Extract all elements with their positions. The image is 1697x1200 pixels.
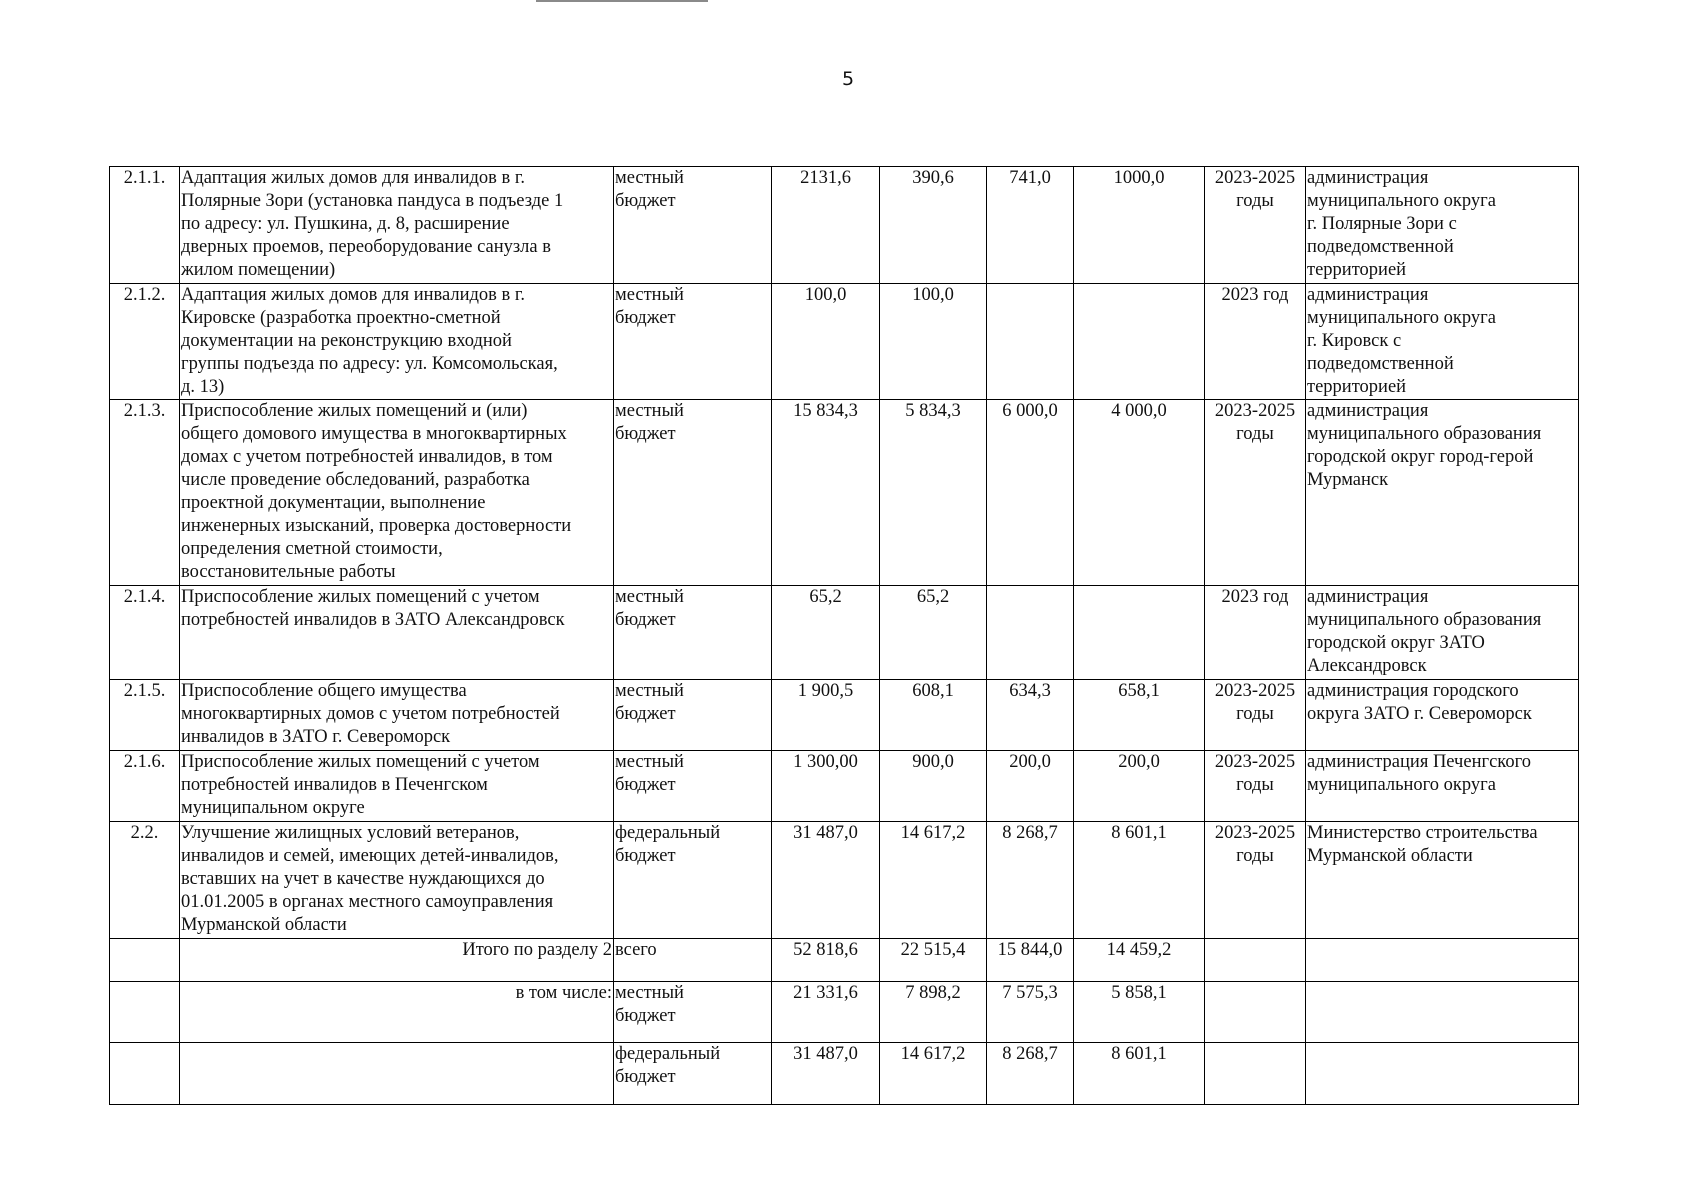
total-value: 1 300,00 <box>772 751 880 822</box>
value-2023: 608,1 <box>880 680 987 751</box>
total-label: в том числе: <box>180 982 614 1043</box>
executor: администрация муниципального образования городской округ город-герой Мурманск <box>1307 401 1542 490</box>
table-row <box>110 822 1579 939</box>
executor: администрация муниципального образования городской округ ЗАТО Александровск <box>1307 587 1542 676</box>
value-2024: 200,0 <box>987 751 1074 822</box>
value-2024: 6 000,0 <box>987 400 1074 586</box>
page-number: 5 <box>841 68 855 90</box>
value-2025: 4 000,0 <box>1074 400 1205 586</box>
value-2024 <box>987 284 1074 400</box>
total-value: 65,2 <box>772 586 880 680</box>
value-2025: 200,0 <box>1074 751 1205 822</box>
value-2025: 5 858,1 <box>1074 982 1205 1043</box>
funding-source: местный бюджет <box>615 168 684 211</box>
funding-source: федеральный бюджет <box>615 1044 721 1087</box>
value-2023: 100,0 <box>880 284 987 400</box>
value-2024: 8 268,7 <box>987 822 1074 939</box>
value-2023: 14 617,2 <box>880 1043 987 1105</box>
value-2025: 658,1 <box>1074 680 1205 751</box>
period: 2023 год <box>1221 587 1289 607</box>
period: 2023-2025 годы <box>1214 168 1296 211</box>
funding-source: местный бюджет <box>615 587 684 630</box>
row-number: 2.1.1. <box>110 167 180 284</box>
value-2024: 8 268,7 <box>987 1043 1074 1105</box>
total-label <box>180 1043 614 1105</box>
funding-source: местный бюджет <box>615 401 684 444</box>
total-value: 31 487,0 <box>772 822 880 939</box>
funding-source: местный бюджет <box>615 752 684 795</box>
table-row <box>110 680 1579 751</box>
total-value: 31 487,0 <box>772 1043 880 1105</box>
table-row <box>110 400 1579 586</box>
value-2023: 390,6 <box>880 167 987 284</box>
executor: администрация городского округа ЗАТО г. Североморск <box>1307 681 1532 724</box>
value-2023: 900,0 <box>880 751 987 822</box>
funding-source: местный бюджет <box>615 681 684 724</box>
period: 2023-2025 годы <box>1214 401 1296 444</box>
total-row <box>110 1043 1579 1105</box>
measure-name: Адаптация жилых домов для инвалидов в г. Полярные Зори (установка пандуса в подъезде 1 по адресу: ул. Пушкина, д. 8, расширение дверных проемов, переоборудование санузла в жилом помещении) <box>181 168 564 280</box>
period: 2023 год <box>1221 285 1289 305</box>
total-value: 15 834,3 <box>772 400 880 586</box>
period: 2023-2025 годы <box>1214 752 1296 795</box>
total-value: 1 900,5 <box>772 680 880 751</box>
value-2024: 741,0 <box>987 167 1074 284</box>
executor: администрация муниципального округа г. Полярные Зори с подведомственной территорией <box>1307 168 1496 280</box>
value-2023: 22 515,4 <box>880 939 987 982</box>
total-value: 2131,6 <box>772 167 880 284</box>
table-row <box>110 751 1579 822</box>
value-2023: 5 834,3 <box>880 400 987 586</box>
value-2025: 8 601,1 <box>1074 822 1205 939</box>
value-2024 <box>987 586 1074 680</box>
value-2025: 1000,0 <box>1074 167 1205 284</box>
value-2023: 65,2 <box>880 586 987 680</box>
total-label: Итого по разделу 2 <box>180 939 614 982</box>
period: 2023-2025 годы <box>1214 823 1296 866</box>
table-row <box>110 586 1579 680</box>
row-number: 2.1.3. <box>110 400 180 586</box>
value-2025: 14 459,2 <box>1074 939 1205 982</box>
value-2024: 7 575,3 <box>987 982 1074 1043</box>
total-row <box>110 982 1579 1043</box>
period: 2023-2025 годы <box>1214 681 1296 724</box>
measure-name: Улучшение жилищных условий ветеранов, инвалидов и семей, имеющих детей-инвалидов, вставших на учет в качестве нуждающихся до 01.01.2005 в органах местного самоуправления Мурманской области <box>181 823 559 935</box>
value-2024: 15 844,0 <box>987 939 1074 982</box>
funding-source: местный бюджет <box>615 983 684 1026</box>
table-row <box>110 284 1579 400</box>
total-value: 52 818,6 <box>772 939 880 982</box>
measure-name: Приспособление жилых помещений с учетом потребностей инвалидов в ЗАТО Александровск <box>181 587 565 630</box>
measure-name: Приспособление жилых помещений с учетом потребностей инвалидов в Печенгском муниципальном округе <box>181 752 540 818</box>
executor: администрация Печенгского муниципального округа <box>1307 752 1531 795</box>
funding-source: местный бюджет <box>615 285 684 328</box>
funding-source: федеральный бюджет <box>615 823 721 866</box>
value-2023: 7 898,2 <box>880 982 987 1043</box>
row-number: 2.2. <box>110 822 180 939</box>
top-rule <box>536 0 708 2</box>
measure-name: Адаптация жилых домов для инвалидов в г. Кировске (разработка проектно-сметной документации на реконструкцию входной группы подъезда по адресу: ул. Комсомольская, д. 13) <box>181 285 558 397</box>
measure-name: Приспособление общего имущества многоквартирных домов с учетом потребностей инвалидов в ЗАТО г. Североморск <box>181 681 560 747</box>
executor: Министерство строительства Мурманской области <box>1307 823 1538 866</box>
measure-name: Приспособление жилых помещений и (или) общего домового имущества в многоквартирных домах с учетом потребностей инвалидов, в том числе проведение обследований, разработка проектной документации, выполнение инженерных изысканий, проверка достоверности определения сметной стоимости, восстановительные работы <box>181 401 572 582</box>
row-number: 2.1.2. <box>110 284 180 400</box>
row-number: 2.1.6. <box>110 751 180 822</box>
value-2025 <box>1074 586 1205 680</box>
total-value: 21 331,6 <box>772 982 880 1043</box>
total-value: 100,0 <box>772 284 880 400</box>
table-row <box>110 167 1579 284</box>
value-2023: 14 617,2 <box>880 822 987 939</box>
budget-table <box>109 166 1579 1105</box>
executor: администрация муниципального округа г. Кировск с подведомственной территорией <box>1307 285 1496 397</box>
value-2024: 634,3 <box>987 680 1074 751</box>
funding-source: всего <box>615 940 657 960</box>
row-number: 2.1.5. <box>110 680 180 751</box>
row-number: 2.1.4. <box>110 586 180 680</box>
total-row <box>110 939 1579 982</box>
value-2025 <box>1074 284 1205 400</box>
value-2025: 8 601,1 <box>1074 1043 1205 1105</box>
